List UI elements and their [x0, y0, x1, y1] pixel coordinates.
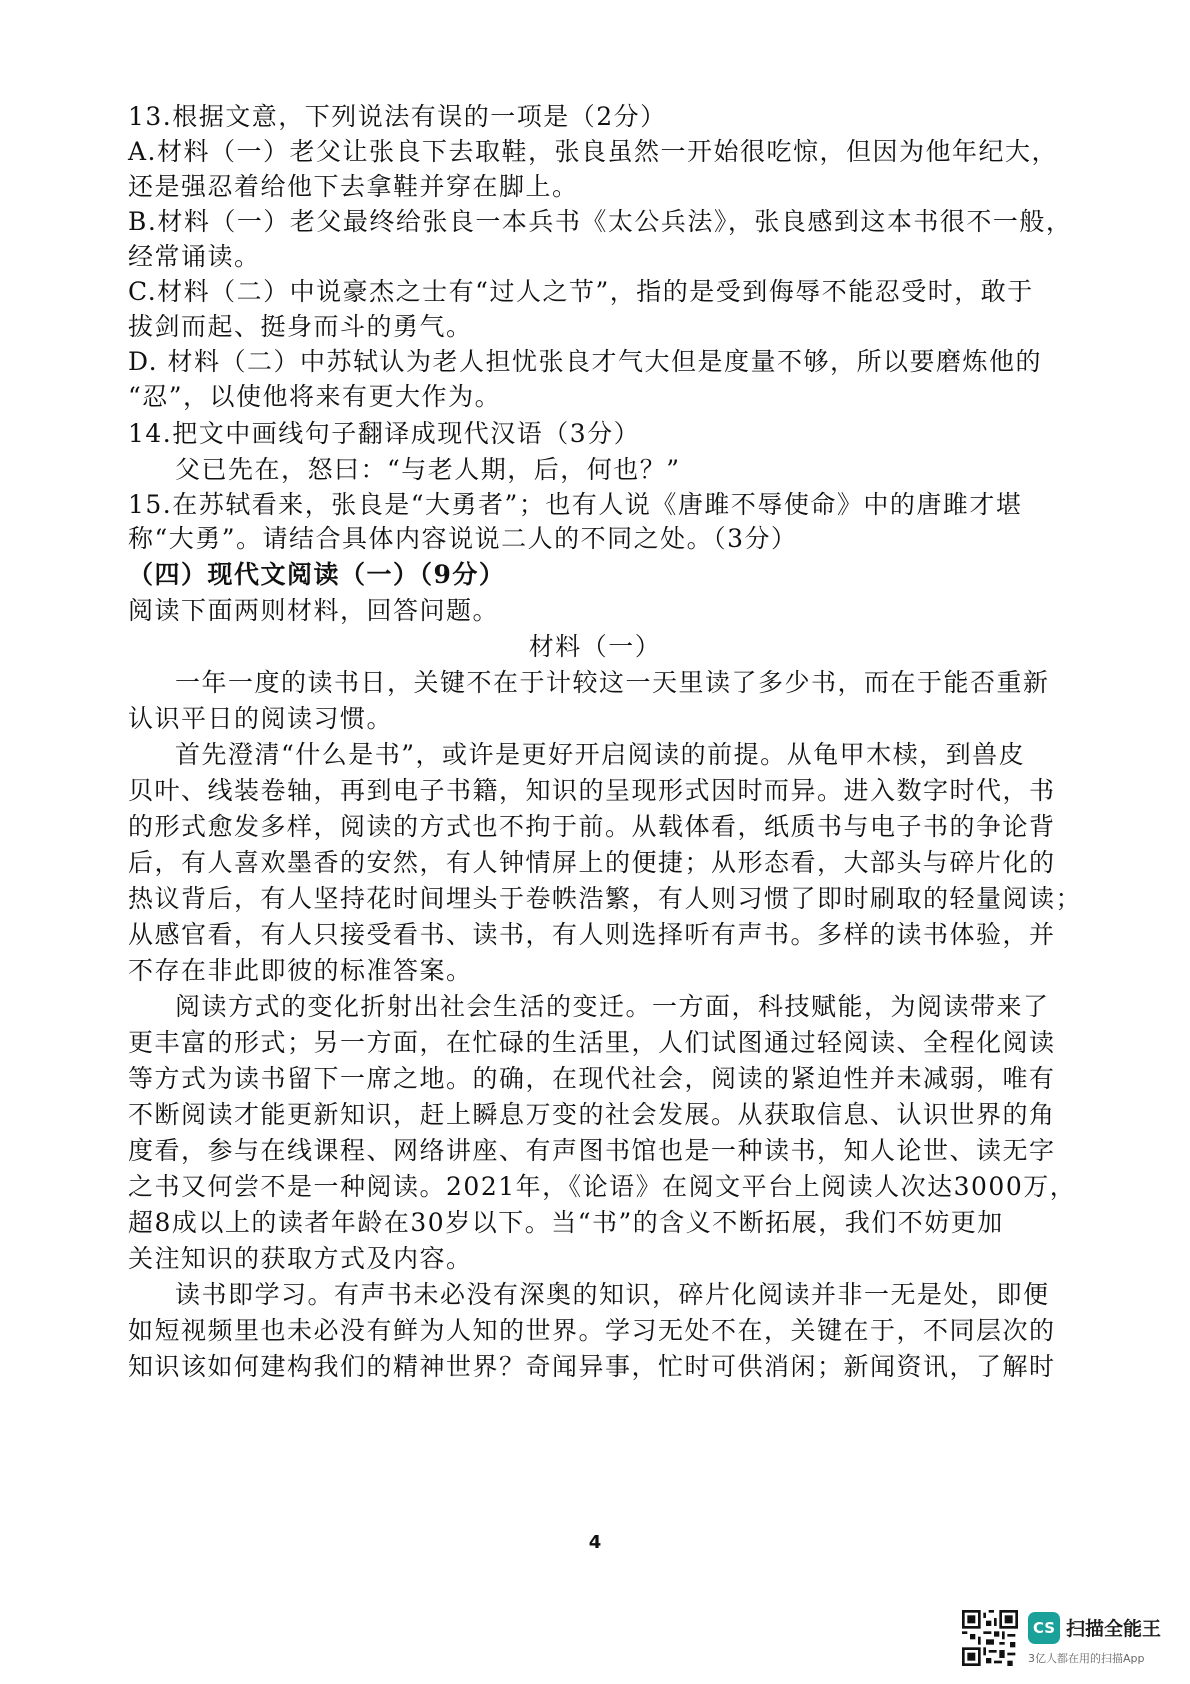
passage-line: 首先澄清“什么是书”，或许是更好开启阅读的前提。从龟甲木椟，到兽皮 — [175, 740, 1026, 769]
passage-line: 从感官看，有人只接受看书、读书，有人则选择听有声书。多样的读书体验，并 — [128, 920, 1056, 949]
passage-line: 热议背后，有人坚持花时间埋头于卷帙浩繁，有人则习惯了即时刷取的轻量阅读； — [128, 884, 1083, 913]
passage-line: 读书即学习。有声书未必没有深奥的知识，碎片化阅读并非一无是处，即便 — [175, 1280, 1050, 1309]
q13-option-d-cont: “忍”，以使他将来有更大作为。 — [128, 382, 502, 411]
q15-stem-cont: 称“大勇”。请结合具体内容说说二人的不同之处。（3分） — [128, 524, 798, 553]
camscanner-logo: CS — [1028, 1612, 1060, 1644]
q13-option-b: B.材料（一）老父最终给张良一本兵书《太公兵法》，张良感到这本书很不一般， — [128, 207, 1073, 236]
q13-option-c: C.材料（二）中说豪杰之士有“过人之节”，指的是受到侮辱不能忍受时，敢于 — [128, 277, 1034, 306]
passage-line: 更丰富的形式；另一方面，在忙碌的生活里，人们试图通过轻阅读、全程化阅读 — [128, 1028, 1056, 1057]
passage-line: 认识平日的阅读习惯。 — [128, 704, 394, 733]
passage-line: 不存在非此即彼的标准答案。 — [128, 956, 473, 985]
scanner-watermark — [962, 1610, 1172, 1674]
q15-stem: 15.在苏轼看来，张良是“大勇者”；也有人说《唐雎不辱使命》中的唐雎才堪 — [128, 490, 1023, 519]
camscanner-tagline: 3亿人都在用的扫描App — [1028, 1652, 1145, 1665]
passage-line: 如短视频里也未必没有鲜为人知的世界。学习无处不在，关键在于，不同层次的 — [128, 1316, 1056, 1345]
passage-line: 贝叶、线装卷轴，再到电子书籍，知识的呈现形式因时而异。进入数字时代，书 — [128, 776, 1056, 805]
q13-stem: 13.根据文意，下列说法有误的一项是（2分） — [128, 102, 667, 131]
passage-line: 知识该如何建构我们的精神世界？奇闻异事，忙时可供消闲；新闻资讯，了解时 — [128, 1352, 1056, 1381]
q13-option-a: A.材料（一）老父让张良下去取鞋，张良虽然一开始很吃惊，但因为他年纪大， — [128, 137, 1059, 166]
section-title: （四）现代文阅读（一）（9分） — [128, 560, 506, 589]
passage-line: 阅读方式的变化折射出社会生活的变迁。一方面，科技赋能，为阅读带来了 — [175, 992, 1050, 1021]
passage-line: 等方式为读书留下一席之地。的确，在现代社会，阅读的紧迫性并未减弱，唯有 — [128, 1064, 1056, 1093]
q13-option-d: D. 材料（二）中苏轼认为老人担忧张良才气大但是度量不够，所以要磨炼他的 — [128, 347, 1043, 376]
page-number: 4 — [588, 1532, 602, 1553]
passage-line: 不断阅读才能更新知识，赶上瞬息万变的社会发展。从获取信息、认识世界的角 — [128, 1100, 1056, 1129]
q14-sentence: 父已先在，怒曰：“与老人期，后，何也？” — [175, 455, 681, 484]
q13-option-a-cont: 还是强忍着给他下去拿鞋并穿在脚上。 — [128, 172, 579, 201]
passage-line: 后，有人喜欢墨香的安然，有人钟情屏上的便捷；从形态看，大部头与碎片化的 — [128, 848, 1056, 877]
passage-line: 之书又何尝不是一种阅读。2021年，《论语》在阅文平台上阅读人次达3000万， — [128, 1172, 1077, 1201]
passage-line: 的形式愈发多样，阅读的方式也不拘于前。从载体看，纸质书与电子书的争论背 — [128, 812, 1056, 841]
camscanner-name: 扫描全能王 — [1066, 1618, 1162, 1640]
q13-option-c-cont: 拔剑而起、挺身而斗的勇气。 — [128, 312, 473, 341]
passage-line: 度看，参与在线课程、网络讲座、有声图书馆也是一种读书，知人论世、读无字 — [128, 1136, 1056, 1165]
passage-line: 超8成以上的读者年龄在30岁以下。当“书”的含义不断拓展，我们不妨更加 — [128, 1208, 1004, 1237]
q14-stem: 14.把文中画线句子翻译成现代汉语（3分） — [128, 419, 641, 448]
qr-code-icon — [962, 1610, 1018, 1666]
section-instruction: 阅读下面两则材料，回答问题。 — [128, 596, 500, 625]
material-title: 材料（一） — [528, 632, 662, 661]
passage-line: 关注知识的获取方式及内容。 — [128, 1244, 473, 1273]
passage-line: 一年一度的读书日，关键不在于计较这一天里读了多少书，而在于能否重新 — [175, 668, 1050, 697]
q13-option-b-cont: 经常诵读。 — [128, 242, 261, 271]
